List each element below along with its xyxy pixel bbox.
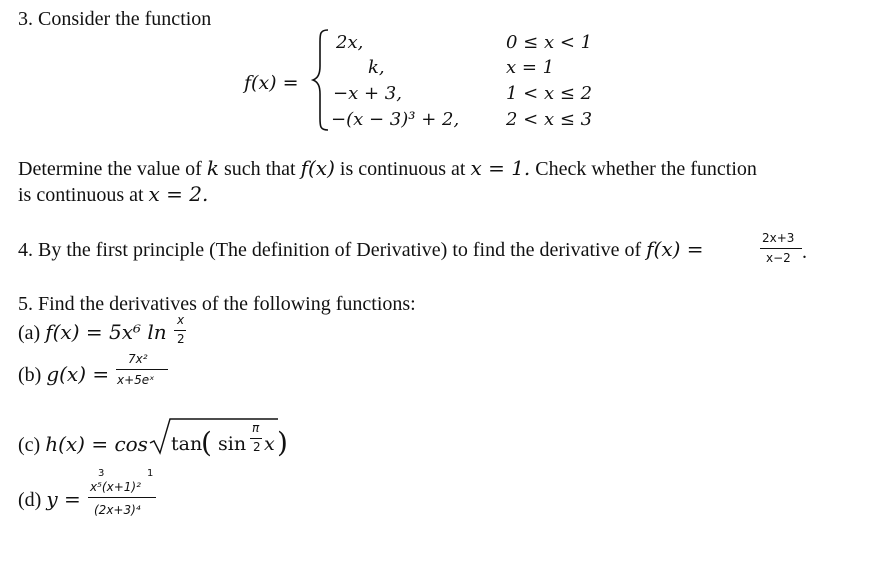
problem-5d-num-exp-2: 1 [147,468,154,479]
case-4-expr: −(x − 3)³ + 2, [331,109,460,130]
problem-4-numerator: 2x+3 [762,231,795,245]
problem-5a: (a) f(x) = 5x⁶ ln [18,320,167,344]
case-3-cond: 1 < x ≤ 2 [506,83,593,104]
case-2-expr: k, [368,57,385,78]
problem-5c-fraction-bar [250,438,262,439]
left-brace-icon [312,28,332,132]
case-4-cond: 2 < x ≤ 3 [506,109,593,130]
problem-5-intro: 5. Find the derivatives of the following functions: [18,293,416,315]
problem-5d: (d) y = [18,487,81,511]
problem-5b-numerator: 7x² [128,352,148,366]
problem-5a-fraction-num: x [177,313,185,327]
case-2-cond: x = 1 [506,57,555,78]
problem-4-period: . [802,241,807,263]
problem-5a-fraction-den: 2 [177,332,185,346]
problem-5c-tan: tan [171,433,203,455]
problem-4-denominator: x−2 [766,251,791,265]
problem-5b-fraction-bar [116,369,168,370]
piecewise-lhs: f(x) = [244,72,299,94]
problem-5d-num-exp-1: 3 [98,468,105,479]
case-1-expr: 2x, [336,32,364,53]
problem-5b: (b) g(x) = [18,362,110,386]
problem-3-intro: 3. Consider the function [18,8,212,30]
problem-4-fraction-bar [760,248,802,249]
problem-5c-paren-left: ( [201,426,212,459]
problem-5c-two: 2 [253,440,261,454]
problem-5d-denominator: (2x+3)⁴ [94,503,141,517]
case-3-expr: −x + 3, [333,83,402,104]
problem-5d-fraction-bar [88,497,156,498]
problem-5d-numerator: x⁵(x+1)² [90,480,141,494]
problem-3-question-line-2: is continuous at x = 2. [18,182,209,206]
problem-4-text: 4. By the first principle (The definition of Derivative) to find the derivative of f(x) = [18,237,704,261]
problem-5b-denominator: x+5eˣ [117,373,155,387]
problem-5a-fraction-bar [174,330,186,331]
problem-5c-pi: π [252,421,260,435]
problem-3-question-line-1: Determine the value of k such that f(x) is continuous at x = 1. Check whether the function [18,156,757,180]
problem-5c-paren-right: ) [277,426,288,459]
problem-5c: (c) h(x) = cos [18,432,148,456]
problem-5c-x: x [264,433,275,455]
case-1-cond: 0 ≤ x < 1 [506,32,593,53]
problem-5c-sin: sin [218,433,247,455]
